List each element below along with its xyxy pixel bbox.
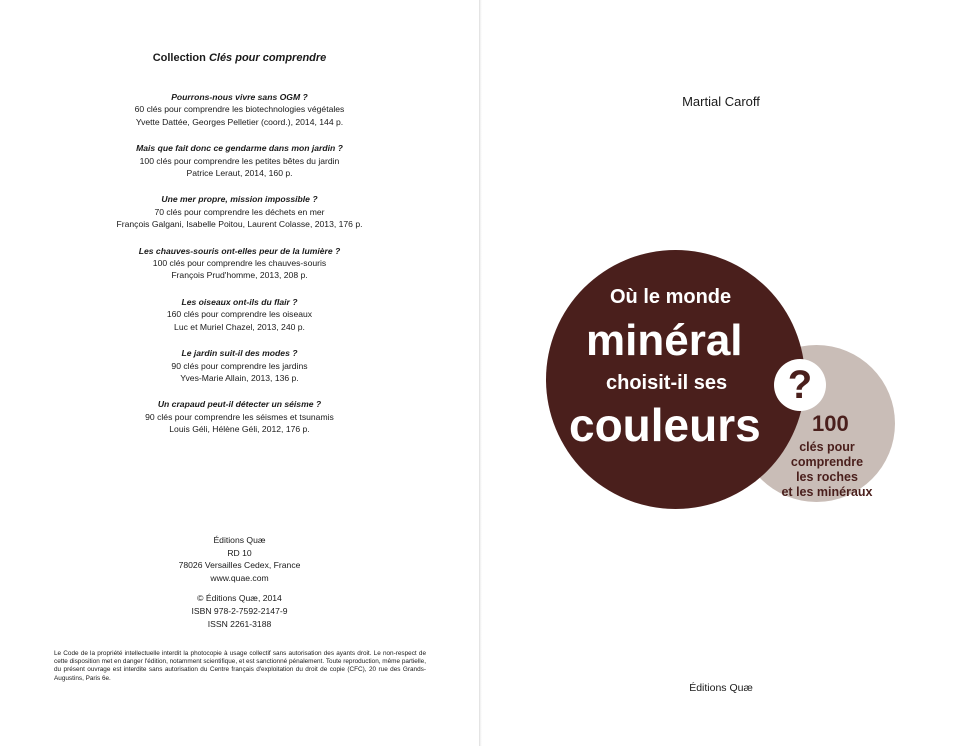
book-credits: Patrice Leraut, 2014, 160 p. xyxy=(186,168,293,179)
title-line-4: couleurs xyxy=(569,399,761,451)
book-subtitle: 60 clés pour comprendre les biotechnologies végétales xyxy=(134,104,345,115)
book-subtitle: 70 clés pour comprendre les déchets en mer xyxy=(154,206,325,217)
book-credits: Yves-Marie Allain, 2013, 136 p. xyxy=(180,372,299,383)
title-line-1: Où le monde xyxy=(610,286,732,308)
title-line-2: minéral xyxy=(586,316,743,365)
right-page xyxy=(482,0,960,746)
spacer xyxy=(0,584,479,592)
issn: ISSN 2261-3188 xyxy=(207,618,272,629)
cover-publisher: Éditions Quæ xyxy=(689,682,753,694)
keys-count: 100 xyxy=(812,411,849,436)
book-credits: Yvette Dattée, Georges Pelletier (coord.), 2014, 144 p. xyxy=(135,116,344,127)
collection-name: Clés pour comprendre xyxy=(208,52,327,64)
keys-line-1: clés pour xyxy=(799,440,855,454)
publisher-website: www.quae.com xyxy=(210,572,269,583)
book-entry xyxy=(0,91,479,128)
book-list xyxy=(0,91,479,450)
book-title: Les oiseaux ont-ils du flair ? xyxy=(181,296,298,307)
book-title: Pourrons-nous vivre sans OGM ? xyxy=(171,92,308,102)
book-title: Le jardin suit-il des modes ? xyxy=(181,348,298,359)
isbn: ISBN 978-2-7592-2147-9 xyxy=(191,605,288,616)
book-subtitle: 160 clés pour comprendre les oiseaux xyxy=(166,309,313,320)
keys-line-3: les roches xyxy=(796,470,858,484)
book-credits: Louis Géli, Hélène Géli, 2012, 176 p. xyxy=(169,424,310,435)
publisher-name: Éditions Quæ xyxy=(213,535,266,545)
book-credits: Luc et Muriel Chazel, 2013, 240 p. xyxy=(174,321,305,332)
book-subtitle: 100 clés pour comprendre les petites bêtes du jardin xyxy=(139,155,340,166)
publisher-address-line: RD 10 xyxy=(227,547,252,558)
author-name: Martial Caroff xyxy=(682,94,760,109)
left-page xyxy=(0,0,479,746)
copyright-notice: © Éditions Quæ, 2014 xyxy=(197,593,282,604)
book-entry xyxy=(0,245,479,282)
book-credits: François Galgani, Isabelle Poitou, Laurent Colasse, 2013, 176 p. xyxy=(116,219,363,230)
collection-heading xyxy=(0,52,479,64)
book-subtitle: 90 clés pour comprendre les jardins xyxy=(171,360,308,371)
book-entry xyxy=(0,142,479,179)
keys-line-2: comprendre xyxy=(790,455,864,469)
collection-label: Collection xyxy=(152,52,206,64)
publisher-block xyxy=(0,534,479,630)
publisher-address-line: 78026 Versailles Cedex, France xyxy=(178,560,301,571)
question-mark-badge: ? xyxy=(774,359,826,411)
book-subtitle: 90 clés pour comprendre les séismes et tsunamis xyxy=(145,411,334,422)
legal-notice: Le Code de la propriété intellectuelle interdit la photocopie à usage collectif sans autorisation des ayants droit. Le non-respect de cette disposition met en danger l'édition, notamment scientifique, et est sanctionné pénalement. Toute reproduction, même partielle, du présent ouvrage est interdite sans autorisation du Centre français d'exploitation du droit de copie (CFC), 20 rue des Grands-Augustins, Paris 6e. xyxy=(54,650,426,682)
book-entry xyxy=(0,398,479,435)
book-credits: François Prud'homme, 2013, 208 p. xyxy=(171,270,308,281)
book-subtitle: 100 clés pour comprendre les chauves-souris xyxy=(152,258,327,269)
keys-line-4: et les minéraux xyxy=(781,485,873,499)
book-title: Mais que fait donc ce gendarme dans mon jardin ? xyxy=(136,143,343,154)
book-entry xyxy=(0,347,479,384)
title-line-3: choisit-il ses xyxy=(606,372,728,394)
book-entry xyxy=(0,296,479,333)
book-entry xyxy=(0,193,479,230)
book-title: Un crapaud peut-il détecter un séisme ? xyxy=(157,399,322,410)
book-title: Les chauves-souris ont-elles peur de la lumière ? xyxy=(138,245,341,256)
book-title: Une mer propre, mission impossible ? xyxy=(161,194,318,205)
